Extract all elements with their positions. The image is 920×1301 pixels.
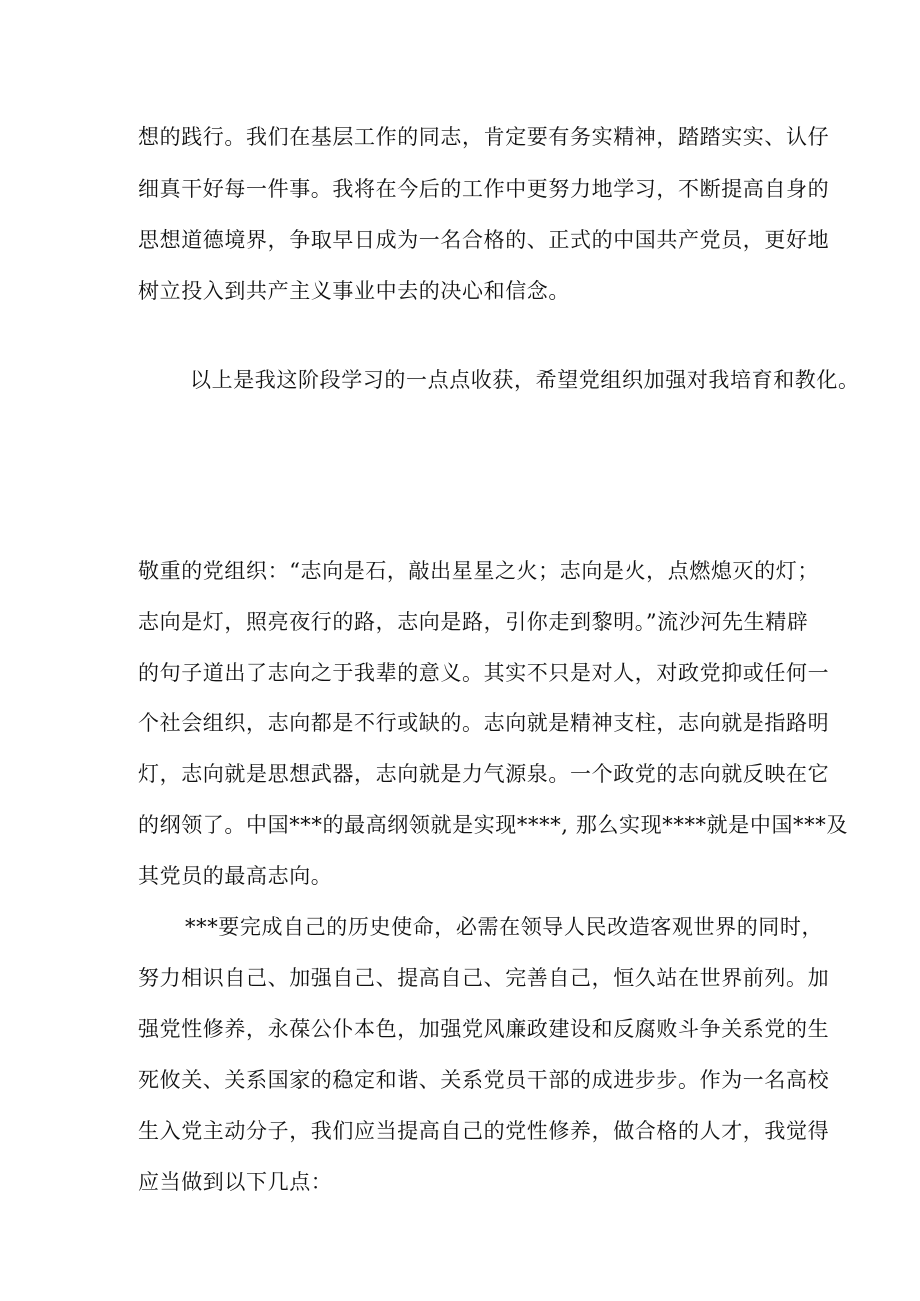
text-line: 应当做到以下几点：: [138, 1170, 333, 1194]
text-line: 其党员的最高志向。: [138, 864, 333, 888]
text-line: 志向是灯，照亮夜行的路，志向是路，引你走到黎明。”流沙河先生精辟: [138, 610, 809, 634]
text-line: 想的践行。我们在基层工作的同志，肯定要有务实精神，踏踏实实、认仔: [138, 125, 830, 149]
text-line: 死攸关、关系国家的稳定和谐、关系党员干部的成进步步。作为一名高校: [138, 1068, 830, 1092]
text-line: 的纲领了。中国***的最高纲领就是实现****, 那么实现****就是中国***及: [138, 813, 848, 837]
text-line: 努力相识自己、加强自己、提高自己、完善自己，恒久站在世界前列。加: [138, 966, 830, 990]
text-line: 的句子道出了志向之于我辈的意义。其实不只是对人，对政党抑或任何一: [138, 661, 830, 685]
text-line: 以上是我这阶段学习的一点点收获，希望党组织加强对我培育和教化。: [190, 368, 860, 392]
text-line: ***要完成自己的历史使命，必需在领导人民改造客观世界的同时，: [185, 915, 824, 939]
text-line: 思想道德境界，争取早日成为一名合格的、正式的中国共产党员，更好地: [138, 228, 830, 252]
text-line: 树立投入到共产主义事业中去的决心和信念。: [138, 279, 570, 303]
text-line: 细真干好每一件事。我将在今后的工作中更努力地学习，不断提高自身的: [138, 177, 830, 201]
text-line: 个社会组织，志向都是不行或缺的。志向就是精神支柱，志向就是指路明: [138, 711, 830, 735]
text-line: 生入党主动分子，我们应当提高自己的党性修养，做合格的人才，我觉得: [138, 1119, 830, 1143]
text-line: 灯，志向就是思想武器，志向就是力气源泉。一个政党的志向就反映在它: [138, 762, 830, 786]
text-line: 敬重的党组织：“志向是石，敲出星星之火；志向是火，点燃熄灭的灯；: [138, 559, 819, 583]
text-line: 强党性修养，永葆公仆本色，加强党风廉政建设和反腐败斗争关系党的生: [138, 1017, 830, 1041]
